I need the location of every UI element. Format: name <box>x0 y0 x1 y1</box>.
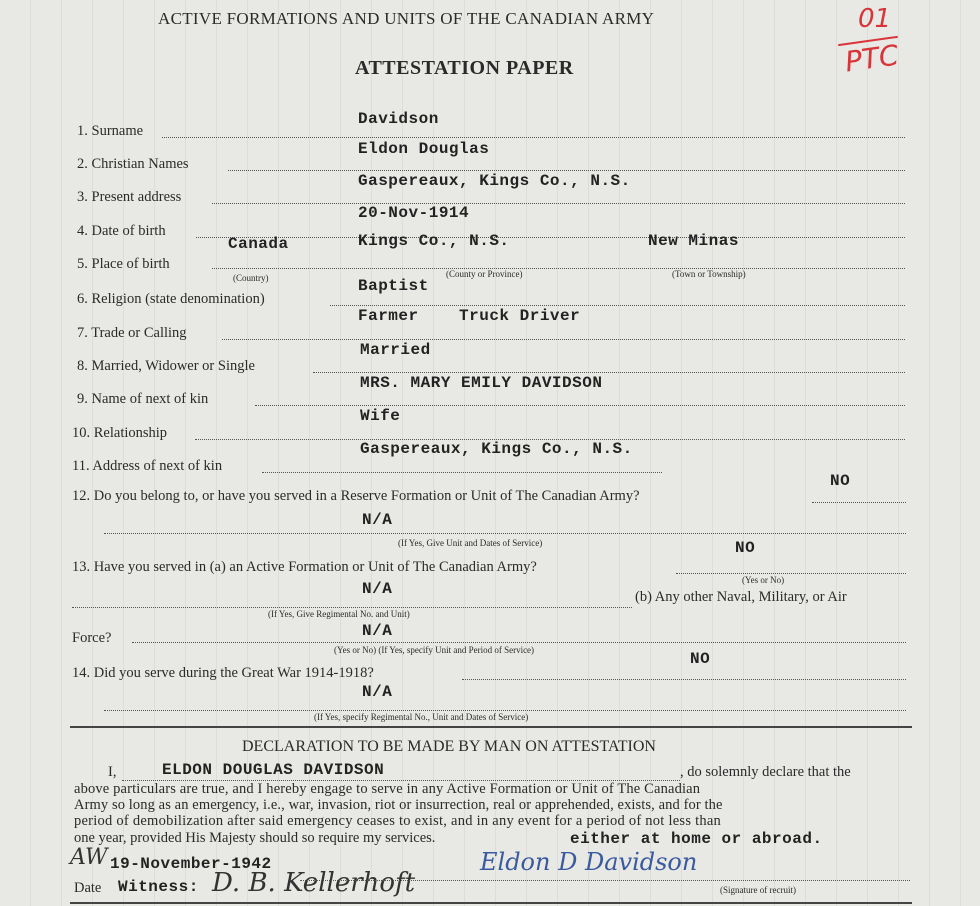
q12-hint: (If Yes, Give Unit and Dates of Service) <box>398 538 543 548</box>
date-of-birth-label: 4. Date of birth <box>77 223 166 239</box>
religion-label: 6. Religion (state denomination) <box>77 291 265 307</box>
date-of-birth-value: 20-Nov-1914 <box>358 204 470 222</box>
place-of-birth-label: 5. Place of birth <box>77 256 170 272</box>
trade-value: Farmer Truck Driver <box>358 307 581 325</box>
dotted-line <box>212 268 905 269</box>
declaration-overtype: either at home or abroad. <box>570 830 823 848</box>
marital-status-label: 8. Married, Widower or Single <box>77 358 255 374</box>
present-address-label: 3. Present address <box>77 189 182 205</box>
birth-county-value: Kings Co., N.S. <box>358 232 510 250</box>
dotted-line <box>162 137 905 138</box>
bottom-rule <box>70 902 912 904</box>
town-hint: (Town or Township) <box>672 269 746 279</box>
declarant-name: ELDON DOUGLAS DAVIDSON <box>162 761 385 779</box>
declaration-title: DECLARATION TO BE MADE BY MAN ON ATTESTATION <box>242 738 656 755</box>
surname-value: Davidson <box>358 110 439 128</box>
q13-answer: NO <box>735 539 756 557</box>
christian-names-label: 2. Christian Names <box>77 156 189 172</box>
dotted-line <box>255 405 905 406</box>
signature-hint: (Signature of recruit) <box>720 885 796 895</box>
q13b-hint: (Yes or No) (If Yes, specify Unit and Period of Service) <box>334 645 535 655</box>
dotted-line <box>212 203 905 204</box>
witness-signature: D. B. Kellerhoft <box>212 868 416 898</box>
declaration-line4: period of demobilization after said emergency ceases to exist, and in any event for a period of not less than <box>74 813 722 829</box>
trade-label: 7. Trade or Calling <box>77 325 187 341</box>
dotted-line <box>72 607 632 608</box>
q12-detail: N/A <box>362 511 393 529</box>
christian-names-value: Eldon Douglas <box>358 140 490 158</box>
q13-detail: N/A <box>362 580 393 598</box>
dotted-line <box>104 710 906 711</box>
surname-label: 1. Surname <box>77 123 144 139</box>
q13b-answer: N/A <box>362 622 393 640</box>
form-title: ACTIVE FORMATIONS AND UNITS OF THE CANADIAN ARMY <box>158 9 655 28</box>
dotted-line <box>676 573 906 574</box>
q13-answer-hint: (Yes or No) <box>742 575 785 585</box>
next-of-kin-value: MRS. MARY EMILY DAVIDSON <box>360 374 603 392</box>
declaration-line2: above particulars are true, and I hereby engage to serve in any Active Formation or Unit of The Canadian <box>74 781 701 797</box>
witness-label: Witness: <box>118 878 199 896</box>
dotted-line <box>132 642 906 643</box>
q13-detail-hint: (If Yes, Give Regimental No. and Unit) <box>268 609 410 619</box>
dotted-line <box>462 679 906 680</box>
q13-label: 13. Have you served in (a) an Active Formation or Unit of The Canadian Army? <box>72 559 537 575</box>
dotted-line <box>300 880 910 881</box>
declaration-line3: Army so long as an emergency, i.e., war, invasion, riot or insurrection, real or apprehended, exists, and for the <box>74 797 723 813</box>
dotted-line <box>812 502 906 503</box>
section-divider <box>70 726 912 728</box>
q14-hint: (If Yes, specify Regimental No., Unit and Dates of Service) <box>314 712 529 722</box>
dotted-line <box>313 372 905 373</box>
form-subtitle: ATTESTATION PAPER <box>355 57 574 79</box>
next-of-kin-label: 9. Name of next of kin <box>77 391 209 407</box>
religion-value: Baptist <box>358 277 429 295</box>
birth-town-value: New Minas <box>648 232 739 250</box>
dotted-line <box>196 237 905 238</box>
q14-detail: N/A <box>362 683 393 701</box>
recruit-signature: Eldon D Davidson <box>480 848 698 876</box>
q12-label: 12. Do you belong to, or have you served in a Reserve Formation or Unit of The Canadian Army? <box>72 488 640 504</box>
date-value: 19-November-1942 <box>110 855 272 873</box>
present-address-value: Gaspereaux, Kings Co., N.S. <box>358 172 631 190</box>
marital-status-value: Married <box>360 341 431 359</box>
dotted-line <box>330 305 905 306</box>
county-hint: (County or Province) <box>446 269 523 279</box>
next-of-kin-address-label: 11. Address of next of kin <box>72 458 223 474</box>
annotation-bottom: PTC <box>842 38 901 79</box>
date-initials: AW <box>70 845 108 870</box>
dotted-line <box>262 472 662 473</box>
relationship-label: 10. Relationship <box>72 425 168 441</box>
q14-answer: NO <box>690 650 711 668</box>
country-hint: (Country) <box>233 273 269 283</box>
dotted-line <box>222 339 905 340</box>
declaration-prefix: I, <box>108 764 117 780</box>
birth-country-value: Canada <box>228 235 289 253</box>
date-label: Date <box>74 880 102 896</box>
dotted-line <box>104 533 906 534</box>
next-of-kin-address-value: Gaspereaux, Kings Co., N.S. <box>360 440 633 458</box>
declaration-line1: , do solemnly declare that the <box>680 764 851 780</box>
declaration-line5: one year, provided His Majesty should so require my services. <box>74 830 436 846</box>
q13b-label: (b) Any other Naval, Military, or Air <box>635 589 847 605</box>
q13b-force-label: Force? <box>72 630 112 646</box>
dotted-line <box>228 170 905 171</box>
annotation-top: 01 <box>858 4 892 34</box>
relationship-value: Wife <box>360 407 401 425</box>
q14-label: 14. Did you serve during the Great War 1914-1918? <box>72 665 374 681</box>
q12-answer: NO <box>830 472 851 490</box>
